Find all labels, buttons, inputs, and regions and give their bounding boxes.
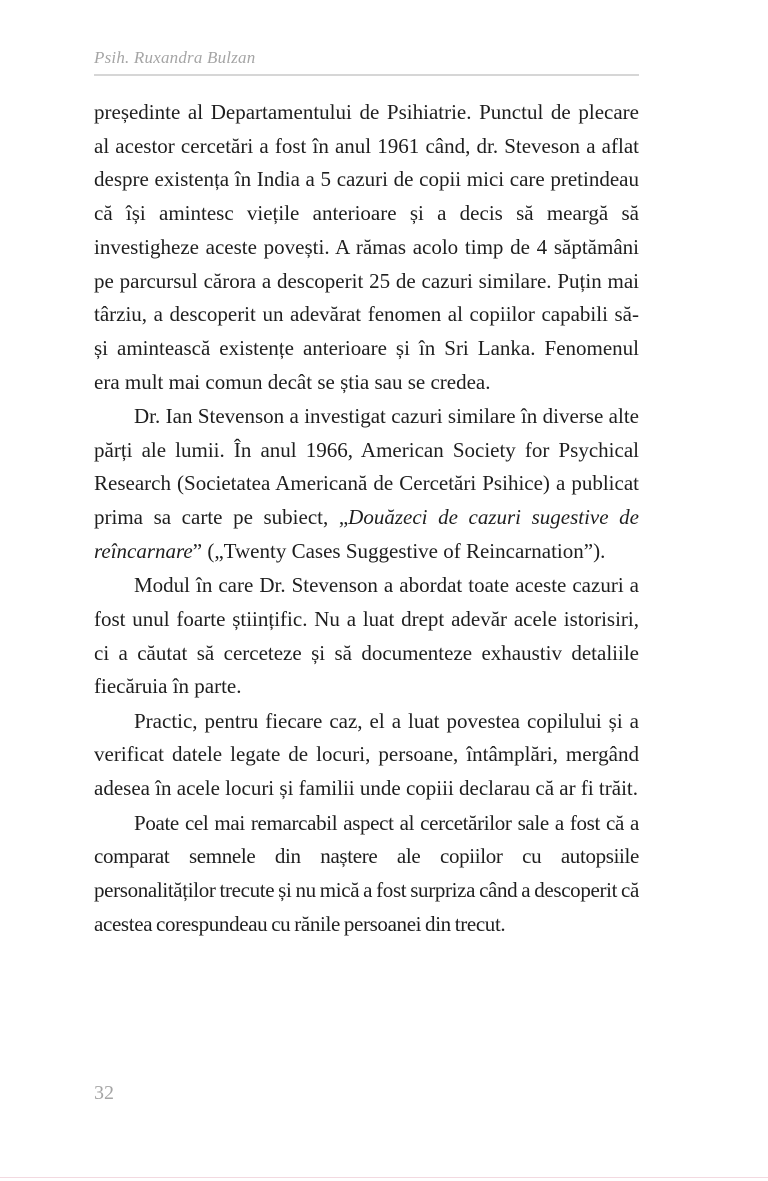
paragraph-4: Practic, pentru fiecare caz, el a luat povestea copilului și a verificat datele legate de locuri, persoane, întâmplări, mergând adesea în acele locuri și familii unde copiii declarau că ar fi trăit. [94, 708, 639, 801]
paragraph-2-text-start: Dr. Ian Stevenson a investigat cazuri similare în diverse alte părți ale lumii. În anul 1966, American Society for Psychical Research (Societatea Americană de Cercetări Psihice) a publicat prima sa carte pe subiect, „ [94, 404, 639, 530]
paragraph-2-text-end: ” („Twenty Cases Suggestive of Reincarnation”). [192, 538, 606, 563]
book-title-italic: Douăzeci de cazuri sugestive de reîncarnare [94, 505, 639, 563]
paragraph-3: Modul în care Dr. Stevenson a abordat toate aceste cazuri a fost unul foarte științific. Nu a luat drept adevăr acele istorisiri, ci a căutat să cerceteze și să documenteze exhaustiv detaliile fiecăruia în parte. [94, 573, 639, 699]
paragraph-5: Poate cel mai remarcabil aspect al cercetărilor sale a fost că a comparat semnele din naștere ale copiilor cu autopsiile personalităților trecute și nu mică a fost surpriza când a descoperit că acestea corespundeau cu rănile persoanei din trecut. [94, 810, 639, 936]
paragraph-2 [94, 400, 639, 569]
page-bottom-edge [0, 1177, 768, 1178]
header-divider [94, 74, 639, 76]
paragraph-1: președinte al Departamentului de Psihiatrie. Punctul de plecare al acestor cercetări a fost în anul 1961 când, dr. Steveson a aflat despre existența în India a 5 cazuri de copii mici care pretindeau că își amintesc viețile anterioare și a decis să meargă să investigheze aceste povești. A rămas acolo timp de 4 săptămâni pe parcursul cărora a descoperit 25 de cazuri similare. Puțin mai târziu, a descoperit un adevărat fenomen al copiilor capabili să-și amintească existențe anterioare și în Sri Lanka. Fenomenul era mult mai comun decât se știa sau se credea. [94, 100, 639, 394]
page-number: 32 [94, 1082, 114, 1104]
page-body [94, 96, 639, 941]
running-header-author: Psih. Ruxandra Bulzan [94, 48, 256, 67]
